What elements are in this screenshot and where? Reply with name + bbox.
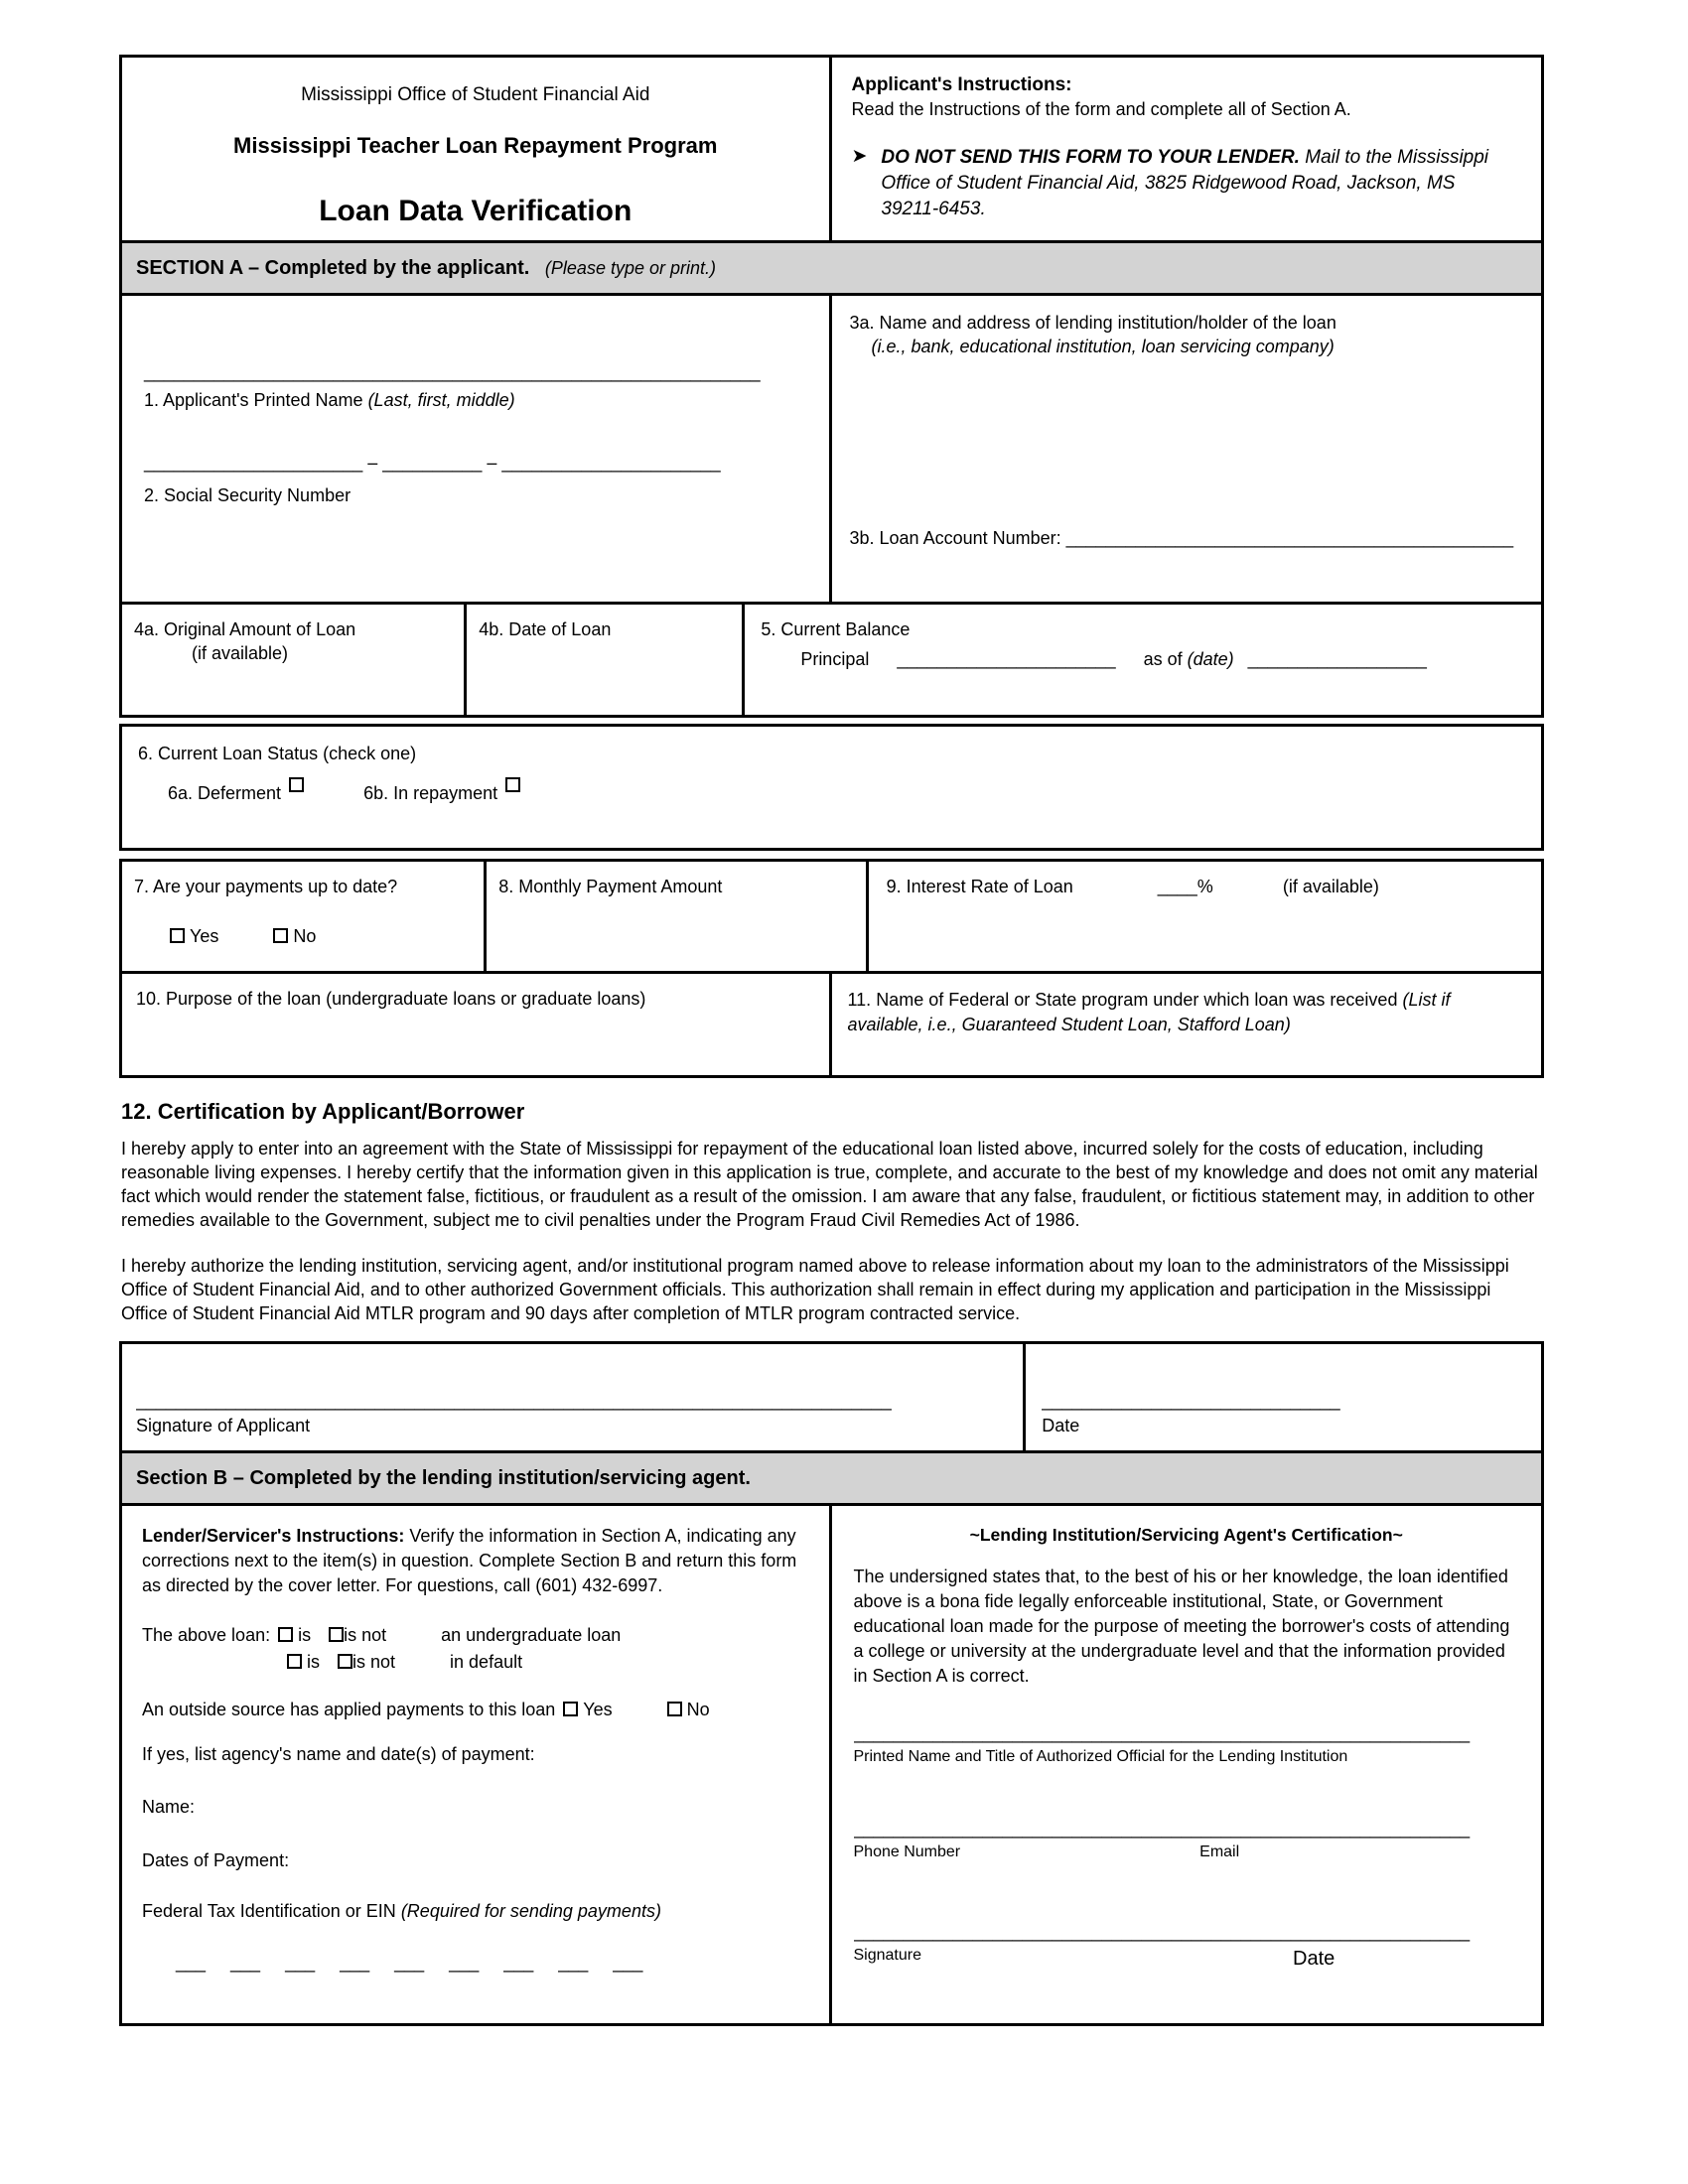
undergraduate-loan-label: an undergraduate loan xyxy=(441,1624,622,1645)
applicant-signature-label: Signature of Applicant xyxy=(136,1416,311,1436)
lender-date-label: Date xyxy=(1293,1948,1336,1971)
mail-warning xyxy=(852,145,1522,222)
section-a-title: SECTION A – Completed by the applicant. xyxy=(136,257,530,280)
lender-certification-body: The undersigned states that, to the best of his or her knowledge, the loan identified above is a bona fide legally enforceable institutional, State, or Government educational loan made for the purpose of meeting the borrower's costs of attending a college or university at the undergraduate level and that the information provided in Section A is correct. xyxy=(853,1566,1510,1686)
repayment-checkbox[interactable] xyxy=(505,777,520,792)
ssn-label: 2. Social Security Number xyxy=(144,485,352,506)
date-of-loan-cell xyxy=(467,605,745,715)
printed-name-blank[interactable]: ______________________________________________________________ xyxy=(853,1722,1471,1743)
loan-account-row xyxy=(850,527,1524,550)
section-a-bar xyxy=(119,240,1544,296)
as-of-date-note: (date) xyxy=(1187,648,1234,669)
current-balance-label: 5. Current Balance xyxy=(761,619,911,640)
interest-rate-blank[interactable]: ____% xyxy=(1157,877,1213,897)
form-title: Loan Data Verification xyxy=(319,195,633,228)
payments-yes-checkbox[interactable] xyxy=(170,928,185,943)
if-yes-label: If yes, list agency's name and date(s) of payment: xyxy=(142,1744,535,1765)
monthly-payment-cell xyxy=(487,862,868,971)
applicant-instructions-label: Applicant's Instructions: xyxy=(851,74,1072,95)
ein-label-line: Federal Tax Identification or EIN (Required for sending payments) xyxy=(142,1901,661,1922)
outside-source-line: An outside source has applied payments to this loan Yes No xyxy=(142,1699,710,1719)
lender-certification-cell xyxy=(832,1506,1542,2023)
phone-number-label: Phone Number xyxy=(853,1843,961,1861)
loan-account-label: 3b. Loan Account Number: xyxy=(849,527,1066,548)
original-amount-cell xyxy=(122,605,467,715)
lender-name-label: 3a. Name and address of lending institution/holder of the loan xyxy=(849,313,1336,334)
fields-1-3-row xyxy=(119,293,1544,605)
deferment-checkbox[interactable] xyxy=(289,777,304,792)
loan-account-blank[interactable]: _____________________________________________ xyxy=(1065,527,1514,548)
section-a-note: (Please type or print.) xyxy=(544,258,716,279)
program-name-label: 11. Name of Federal or State program under which loan was received xyxy=(847,990,1403,1011)
fields-3-cell xyxy=(832,296,1542,602)
program-name-note: (List if available, i.e., Guaranteed Student Loan, Stafford Loan) xyxy=(847,990,1451,1035)
form-title-block xyxy=(122,58,832,240)
payments-no-label: No xyxy=(293,925,317,946)
loan-status-row xyxy=(119,724,1544,851)
certification-section xyxy=(121,1098,1542,1325)
applicant-signature-cell xyxy=(122,1344,1026,1450)
outside-source-label: An outside source has applied payments to this loan xyxy=(142,1699,556,1719)
loan-purpose-label: 10. Purpose of the loan (undergraduate loans or graduate loans) xyxy=(136,989,646,1010)
form-header xyxy=(119,55,1544,243)
loan-is-undergrad-checkbox[interactable] xyxy=(278,1627,293,1642)
email-label: Email xyxy=(1199,1843,1240,1861)
lender-instructions-cell xyxy=(122,1506,832,2023)
as-of-label: as of xyxy=(1143,648,1188,669)
applicant-instructions-text: Read the Instructions of the form and complete all of Section A. xyxy=(851,98,1351,119)
certification-paragraph-2: I hereby authorize the lending institution, servicing agent, and/or institutional program named above to release information about my loan to the administrators of the Mississippi Office of Student Financial Aid, and to other authorized Government officials. This authorization shall remain in effect during my application and participation in the Mississippi Office of Student Financial Aid MTLR program and 90 days after completion of MTLR program contracted service. xyxy=(121,1255,1509,1323)
principal-label: Principal xyxy=(800,648,870,669)
org-name: Mississippi Office of Student Financial Aid xyxy=(301,84,650,105)
dates-of-payment-label: Dates of Payment: xyxy=(142,1849,290,1870)
current-balance-line xyxy=(800,648,1525,671)
loan-purpose-cell xyxy=(122,974,832,1075)
payments-up-to-date-cell xyxy=(122,862,487,971)
section-b-title: Section B – Completed by the lending institution/servicing agent. xyxy=(136,1466,751,1489)
outside-source-yes-checkbox[interactable] xyxy=(563,1702,578,1716)
interest-rate-cell xyxy=(869,862,1541,971)
balance-date-blank[interactable]: __________________ xyxy=(1247,648,1427,669)
fields-7-9-row xyxy=(119,859,1544,974)
applicant-date-blank[interactable]: ______________________________ xyxy=(1042,1391,1340,1412)
loan-status-options xyxy=(168,782,1525,805)
above-loan-label: The above loan: xyxy=(142,1624,271,1645)
above-loan-line-2: is is not in default xyxy=(287,1651,809,1674)
payments-up-to-date-label: 7. Are your payments up to date? xyxy=(134,877,398,897)
phone-email-blank[interactable]: ______________________________________________________________ xyxy=(853,1818,1471,1839)
certification-heading: 12. Certification by Applicant/Borrower xyxy=(121,1099,525,1125)
fields-1-2-cell xyxy=(122,296,832,602)
section-b-body xyxy=(119,1503,1544,2026)
principal-blank[interactable]: ______________________ xyxy=(897,648,1116,669)
outside-source-no-checkbox[interactable] xyxy=(667,1702,682,1716)
applicant-name-label: 1. Applicant's Printed Name (Last, first, middle) xyxy=(144,389,515,410)
applicant-date-label: Date xyxy=(1042,1416,1080,1436)
applicant-date-cell xyxy=(1026,1344,1541,1450)
fields-10-11-row xyxy=(119,971,1544,1078)
loan-is-default-checkbox[interactable] xyxy=(287,1654,302,1669)
loan-data-verification-form xyxy=(119,55,1544,2026)
certification-paragraph-1: I hereby apply to enter into an agreement with the State of Mississippi for repayment of the educational loan listed above, incurred solely for the costs of education, including reasonable living expenses. I hereby certify that the information given in this application is true, complete, and accurate to the best of my knowledge and does not omit any material fact which would render the statement false, fictitious, or fraudulent as a result of the omission. I am aware that any false, fraudulent, or fictitious statement may, in addition to other remedies available to the Government, subject me to civil penalties under the Program Fraud Civil Remedies Act of 1986. xyxy=(121,1138,1538,1230)
original-amount-note: (if available) xyxy=(192,642,289,663)
loan-status-label: 6. Current Loan Status (check one) xyxy=(138,744,417,764)
mail-warning-text: DO NOT SEND THIS FORM TO YOUR LENDER. Mail to the Mississippi Office of Student Financial Aid, 3825 Ridgewood Road, Jackson, MS 39211-6453. xyxy=(881,147,1489,220)
applicant-signature-row xyxy=(119,1341,1544,1453)
lender-certification-title: ~Lending Institution/Servicing Agent's Certification~ xyxy=(969,1524,1403,1545)
program-name: Mississippi Teacher Loan Repayment Program xyxy=(233,132,718,158)
signature-date-labels xyxy=(854,1946,1520,1972)
deferment-label: 6a. Deferment xyxy=(168,782,282,803)
program-name-cell xyxy=(832,974,1542,1075)
lender-name-note: (i.e., bank, educational institution, loan servicing company) xyxy=(871,336,1335,356)
ssn-blank[interactable]: ______________________ – __________ – ______________________ xyxy=(144,453,721,474)
monthly-payment-label: 8. Monthly Payment Amount xyxy=(498,877,723,897)
above-loan-line-1: The above loan: is is not an undergraduate loan xyxy=(142,1624,622,1645)
loan-isnot-undergrad-checkbox[interactable] xyxy=(329,1627,344,1642)
current-balance-cell xyxy=(745,605,1541,715)
lender-signature-blank[interactable]: ______________________________________________________________ xyxy=(853,1922,1471,1942)
loan-isnot-default-checkbox[interactable] xyxy=(338,1654,352,1669)
applicant-instructions-block xyxy=(832,58,1542,240)
fields-4-5-row xyxy=(119,602,1544,718)
agency-name-label: Name: xyxy=(142,1797,196,1818)
ein-blank[interactable]: ___ ___ ___ ___ ___ ___ ___ ___ ___ xyxy=(176,1952,643,1973)
interest-rate-note: (if available) xyxy=(1282,877,1379,897)
arrow-right-icon: ➤ xyxy=(851,146,868,168)
payments-yes-label: Yes xyxy=(190,925,219,946)
phone-email-labels xyxy=(854,1843,1520,1863)
date-of-loan-label: 4b. Date of Loan xyxy=(479,619,612,640)
section-b-bar xyxy=(119,1450,1544,1506)
original-amount-label: 4a. Original Amount of Loan xyxy=(134,619,356,640)
lender-instructions: Lender/Servicer's Instructions: Verify the information in Section A, indicating any corrections next to the item(s) in question. Complete Section B and return this form as directed by the cover letter. For questions, call (601) 432-6997. xyxy=(142,1525,797,1595)
payments-yes-no xyxy=(170,925,472,948)
in-default-label: in default xyxy=(450,1652,523,1673)
applicant-signature-blank[interactable]: ____________________________________________________________________________ xyxy=(136,1391,892,1412)
applicant-name-blank[interactable]: ______________________________________________________________ xyxy=(144,362,761,383)
payments-no-checkbox[interactable] xyxy=(273,928,288,943)
lender-signature-label: Signature xyxy=(853,1947,921,1965)
repayment-label: 6b. In repayment xyxy=(363,782,498,803)
interest-rate-label: 9. Interest Rate of Loan xyxy=(886,877,1073,897)
printed-name-label: Printed Name and Title of Authorized Official for the Lending Institution xyxy=(853,1748,1348,1766)
